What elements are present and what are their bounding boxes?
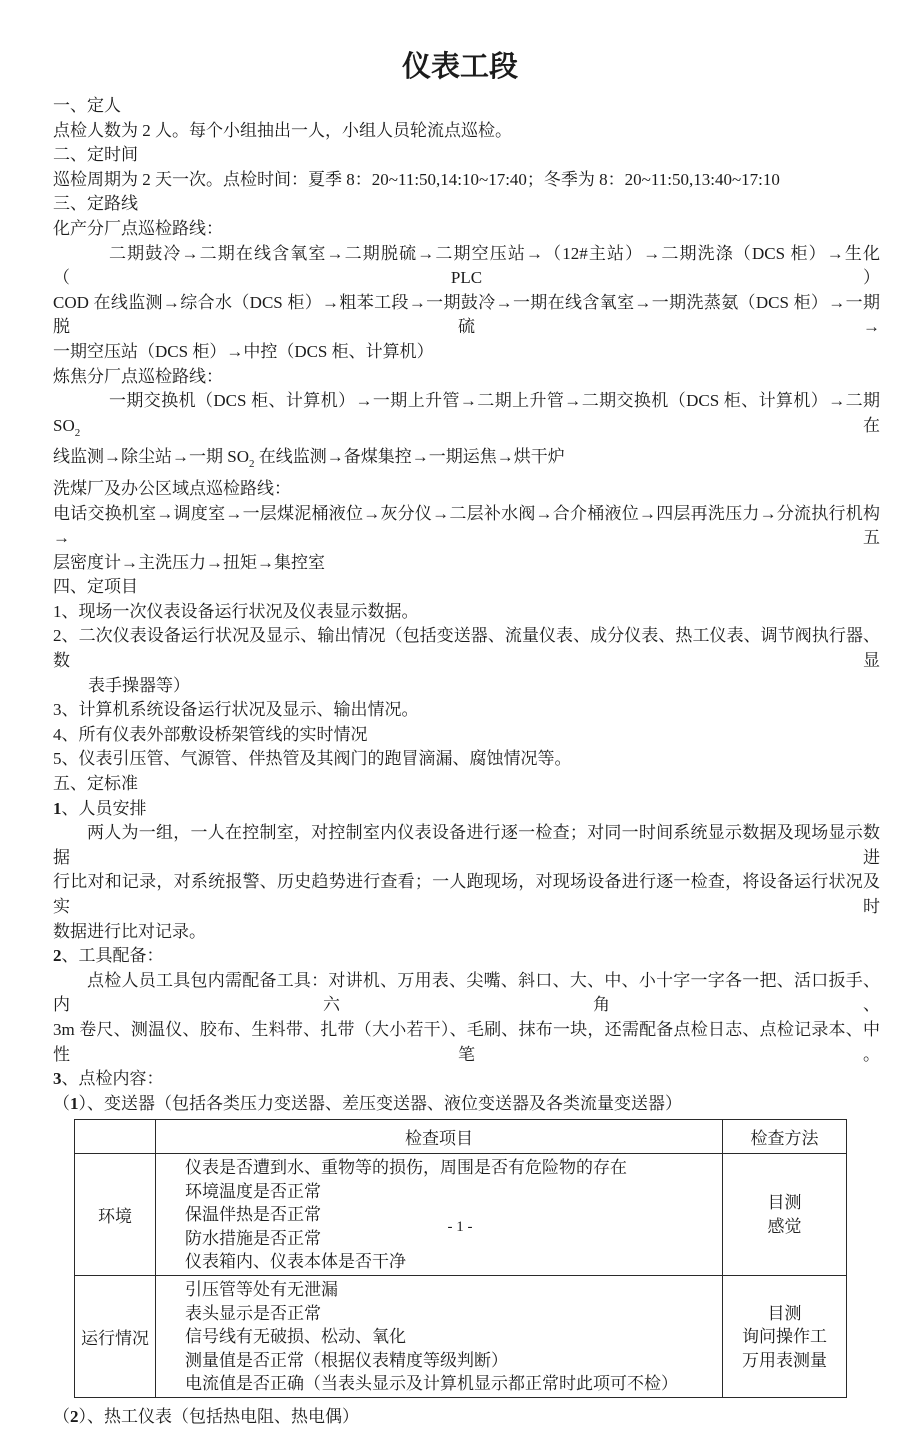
row-category: 运行情况 bbox=[75, 1276, 156, 1398]
text-line bbox=[53, 674, 880, 699]
check-item: 仪表是否遭到水、重物等的损伤，周围是否有危险物的存在 bbox=[185, 1158, 627, 1178]
text-line bbox=[53, 502, 880, 551]
check-item: 信号线有无破损、松动、氧化 bbox=[185, 1327, 406, 1347]
text-line bbox=[53, 143, 880, 168]
text-line bbox=[53, 94, 880, 119]
body-text bbox=[53, 94, 880, 1116]
after-table-text bbox=[53, 1405, 880, 1430]
page-title: 仪表工段 bbox=[401, 51, 518, 83]
text-line bbox=[53, 192, 880, 217]
text-fragment: 5、仪表引压管、气源管、伴热管及其阀门的跑冒滴漏、腐蚀情况等。 bbox=[53, 749, 572, 769]
text-fragment: 2、二次仪表设备运行状况及显示、输出情况（包括变送器、流量仪表、成分仪表、热工仪表、调节阀执行器、数显 bbox=[53, 626, 880, 671]
text-line bbox=[53, 291, 880, 340]
table-header-category bbox=[75, 1120, 156, 1154]
text-line bbox=[53, 944, 880, 969]
check-item: 引压管等处有无泄漏 bbox=[185, 1280, 338, 1300]
text-fragment: （ bbox=[53, 1093, 70, 1113]
text-line bbox=[53, 969, 880, 1018]
check-method: 询问操作工 bbox=[742, 1327, 827, 1347]
check-item: 表头显示是否正常 bbox=[185, 1303, 321, 1323]
text-fragment: ）、热工仪表（包括热电阻、热电偶） bbox=[78, 1407, 359, 1427]
text-fragment: 一、定人 bbox=[53, 96, 121, 115]
text-fragment: 四、定项目 bbox=[53, 577, 138, 597]
text-fragment: 二期鼓冷→二期在线含氧室→二期脱硫→二期空压站→（12#主站）→二期洗涤（DCS 柜）→生化（PLC） bbox=[53, 243, 880, 288]
text-line bbox=[53, 119, 880, 144]
text-fragment: ）、变送器（包括各类压力变送器、差压变送器、液位变送器及各类流量变送器） bbox=[78, 1093, 682, 1113]
text-fragment: 、工具配备： bbox=[61, 946, 164, 966]
text-fragment: 一期空压站（DCS 柜）→中控（DCS 柜、计算机） bbox=[53, 341, 434, 361]
text-line bbox=[53, 772, 880, 797]
text-line bbox=[53, 1018, 880, 1067]
text-fragment: 3、计算机系统设备运行状况及显示、输出情况。 bbox=[53, 700, 419, 720]
text-fragment: 两人为一组，一人在控制室，对控制室内仪表设备进行逐一检查；对同一时间系统显示数据及现场显示数据进 bbox=[53, 823, 880, 867]
text-fragment: 五、定标准 bbox=[53, 774, 138, 794]
text-line bbox=[53, 575, 880, 600]
text-line bbox=[53, 624, 880, 673]
text-line bbox=[53, 477, 880, 502]
text-fragment: 、点检内容： bbox=[61, 1069, 164, 1089]
text-fragment: 4、所有仪表外部敷设桥架管线的实时情况 bbox=[53, 724, 368, 744]
text-fragment: 在线监测→备煤集控→一期运焦→烘干炉 bbox=[254, 447, 565, 467]
text-line bbox=[53, 1405, 880, 1430]
inspection-table-body bbox=[75, 1154, 847, 1398]
text-line bbox=[53, 551, 880, 576]
text-fragment: 炼焦分厂点巡检路线： bbox=[53, 366, 223, 386]
text-fragment: 三、定路线 bbox=[53, 194, 138, 214]
text-fragment: 1 bbox=[70, 1093, 79, 1113]
text-fragment: COD 在线监测→综合水（DCS 柜）→粗苯工段→一期鼓冷→一期在线含氧室→一期洗蒸氨（DCS 柜）→一期脱硫→ bbox=[53, 292, 880, 337]
text-line bbox=[53, 242, 880, 291]
text-line bbox=[53, 747, 880, 772]
page-number: - 1 - bbox=[447, 1219, 473, 1235]
table-header-check-item: 检查项目 bbox=[156, 1120, 723, 1154]
subscript-text: 2 bbox=[74, 426, 81, 439]
text-fragment: 二、定时间 bbox=[53, 145, 138, 165]
text-line bbox=[53, 1067, 880, 1092]
text-line bbox=[53, 821, 880, 870]
text-fragment: 化产分厂点巡检路线： bbox=[53, 218, 223, 238]
text-fragment: 电话交换机室→调度室→一层煤泥桶液位→灰分仪→二层补水阀→合介桶液位→四层再洗压力→分流执行机构→五 bbox=[53, 503, 880, 548]
text-fragment: 2 bbox=[53, 946, 62, 966]
check-item: 环境温度是否正常 bbox=[185, 1181, 321, 1201]
text-fragment: 层密度计→主洗压力→扭矩→集控室 bbox=[53, 552, 325, 572]
check-item: 仪表箱内、仪表本体是否干净 bbox=[185, 1251, 406, 1271]
text-fragment: 1 bbox=[53, 798, 62, 818]
check-method: 万用表测量 bbox=[742, 1350, 827, 1370]
text-line bbox=[53, 168, 880, 193]
text-line bbox=[53, 217, 880, 242]
text-line bbox=[53, 698, 880, 723]
text-fragment: 一期交换机（DCS 柜、计算机）→一期上升管→二期上升管→二期交换机（DCS 柜、计算机）→二期 SO bbox=[53, 391, 880, 435]
check-item: 电流值是否正确（当表头显示及计算机显示都正常时此项可不检） bbox=[185, 1374, 678, 1393]
text-fragment: （ bbox=[53, 1407, 70, 1427]
check-item: 测量值是否正常（根据仪表精度等级判断） bbox=[185, 1350, 508, 1370]
text-fragment: 表手操器等） bbox=[88, 675, 190, 695]
text-line bbox=[53, 870, 880, 919]
check-method: 目测 bbox=[767, 1193, 802, 1213]
text-line bbox=[53, 920, 880, 945]
check-item: 保温伴热是否正常 bbox=[185, 1205, 321, 1225]
check-method: 目测 bbox=[767, 1303, 802, 1323]
table-row bbox=[75, 1276, 847, 1398]
text-line bbox=[53, 723, 880, 748]
text-fragment: 线监测→除尘站→一期 SO bbox=[53, 447, 249, 467]
text-fragment: 巡检周期为 2 天一次。点检时间：夏季 8：20~11:50,14:10~17:40；冬季为 8：20~11:50,13:40~17:10 bbox=[53, 169, 780, 189]
inspection-table bbox=[74, 1119, 847, 1398]
table-header-check-method: 检查方法 bbox=[723, 1120, 847, 1154]
text-fragment: 点检人数为 2 人。每个小组抽出一人，小组人员轮流点巡检。 bbox=[53, 120, 512, 140]
text-line bbox=[53, 600, 880, 625]
text-fragment: 洗煤厂及办公区域点巡检路线： bbox=[53, 478, 291, 498]
text-line bbox=[53, 340, 880, 365]
text-fragment: 行比对和记录，对系统报警、历史趋势进行查看；一人跑现场，对现场设备进行逐一检查，将设备运行状况及实时 bbox=[53, 872, 880, 916]
text-fragment: 2 bbox=[70, 1407, 79, 1427]
text-fragment: 在 bbox=[80, 415, 880, 435]
text-line bbox=[53, 1092, 880, 1117]
text-line bbox=[53, 389, 880, 445]
text-fragment: 数据进行比对记录。 bbox=[53, 921, 206, 941]
row-category: 环境 bbox=[75, 1154, 156, 1276]
text-line bbox=[53, 445, 880, 477]
text-fragment: 3 bbox=[53, 1069, 62, 1089]
text-fragment: 1、现场一次仪表设备运行状况及仪表显示数据。 bbox=[53, 601, 419, 621]
table-header-row bbox=[75, 1120, 847, 1154]
text-line bbox=[53, 365, 880, 390]
subscript-text: 2 bbox=[248, 458, 255, 471]
text-fragment: 、人员安排 bbox=[61, 798, 147, 818]
text-line bbox=[53, 797, 880, 822]
table-row bbox=[75, 1154, 847, 1276]
text-fragment: 3m 卷尺、测温仪、胶布、生料带、扎带（大小若干）、毛刷、抹布一块，还需配备点检日志、点检记录本、中性笔。 bbox=[53, 1019, 880, 1064]
text-fragment: 点检人员工具包内需配备工具：对讲机、万用表、尖嘴、斜口、大、中、小十字一字各一把、活口扳手、内六角、 bbox=[53, 970, 880, 1015]
check-method: 感觉 bbox=[767, 1216, 802, 1236]
check-item: 防水措施是否正常 bbox=[185, 1228, 321, 1248]
